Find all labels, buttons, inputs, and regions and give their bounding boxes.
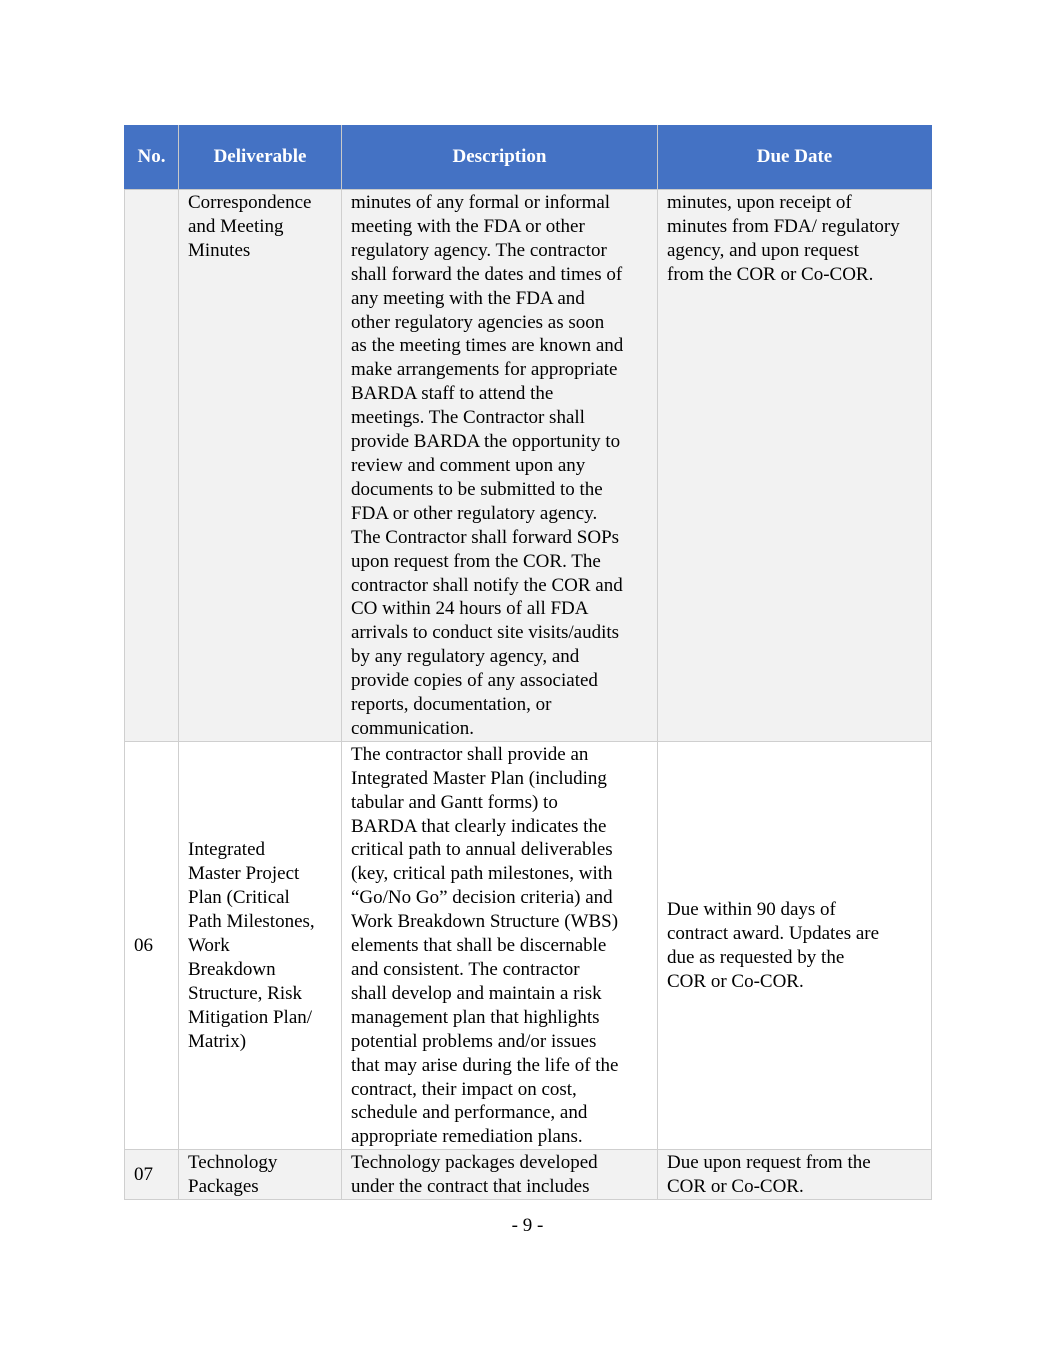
table-row [125,1150,932,1200]
description-cell: Technology packages developed under the contract that includes [342,1150,658,1200]
page-number: - 9 - [511,1215,544,1236]
due-date-cell: minutes, upon receipt of minutes from FDA/ regulatory agency, and upon request from the COR or Co-COR. [658,190,932,742]
header-row [125,125,932,190]
row-number: 06 [125,741,179,1149]
row-number: 07 [125,1150,179,1200]
deliverable-cell: Integrated Master Project Plan (Critical Path Milestones, Work Breakdown Structure, Risk Mitigation Plan/ Matrix) [179,741,342,1149]
table-row [125,190,932,742]
table-header [125,125,932,190]
header-due-date: Due Date [658,125,932,190]
deliverables-table [124,125,932,1200]
due-date-cell: Due upon request from the COR or Co-COR. [658,1150,932,1200]
deliverable-cell: Correspondence and Meeting Minutes [179,190,342,742]
description-cell: minutes of any formal or informal meeting with the FDA or other regulatory agency. The contractor shall forward the dates and times of any meeting with the FDA and other regulatory agencies as soon as the meeting times are known and make arrangements for appropriate BARDA staff to attend the meetings. The Contractor shall provide BARDA the opportunity to review and comment upon any documents to be submitted to the FDA or other regulatory agency. The Contractor shall forward SOPs upon request from the COR. The contractor shall notify the COR and CO within 24 hours of all FDA arrivals to conduct site visits/audits by any regulatory agency, and provide copies of any associated reports, documentation, or communication. [342,190,658,742]
due-date-cell: Due within 90 days of contract award. Updates are due as requested by the COR or Co-COR. [658,741,932,1149]
header-description: Description [342,125,658,190]
header-no: No. [125,125,179,190]
table-row [125,741,932,1149]
deliverable-cell: Technology Packages [179,1150,342,1200]
row-number [125,190,179,742]
description-cell: The contractor shall provide an Integrated Master Plan (including tabular and Gantt forms) to BARDA that clearly indicates the critical path to annual deliverables (key, critical path milestones, with “Go/No Go” decision criteria) and Work Breakdown Structure (WBS) elements that shall be discernable and consistent. The contractor shall develop and maintain a risk management plan that highlights potential problems and/or issues that may arise during the life of the contract, their impact on cost, schedule and performance, and appropriate remediation plans. [342,741,658,1149]
header-deliverable: Deliverable [179,125,342,190]
